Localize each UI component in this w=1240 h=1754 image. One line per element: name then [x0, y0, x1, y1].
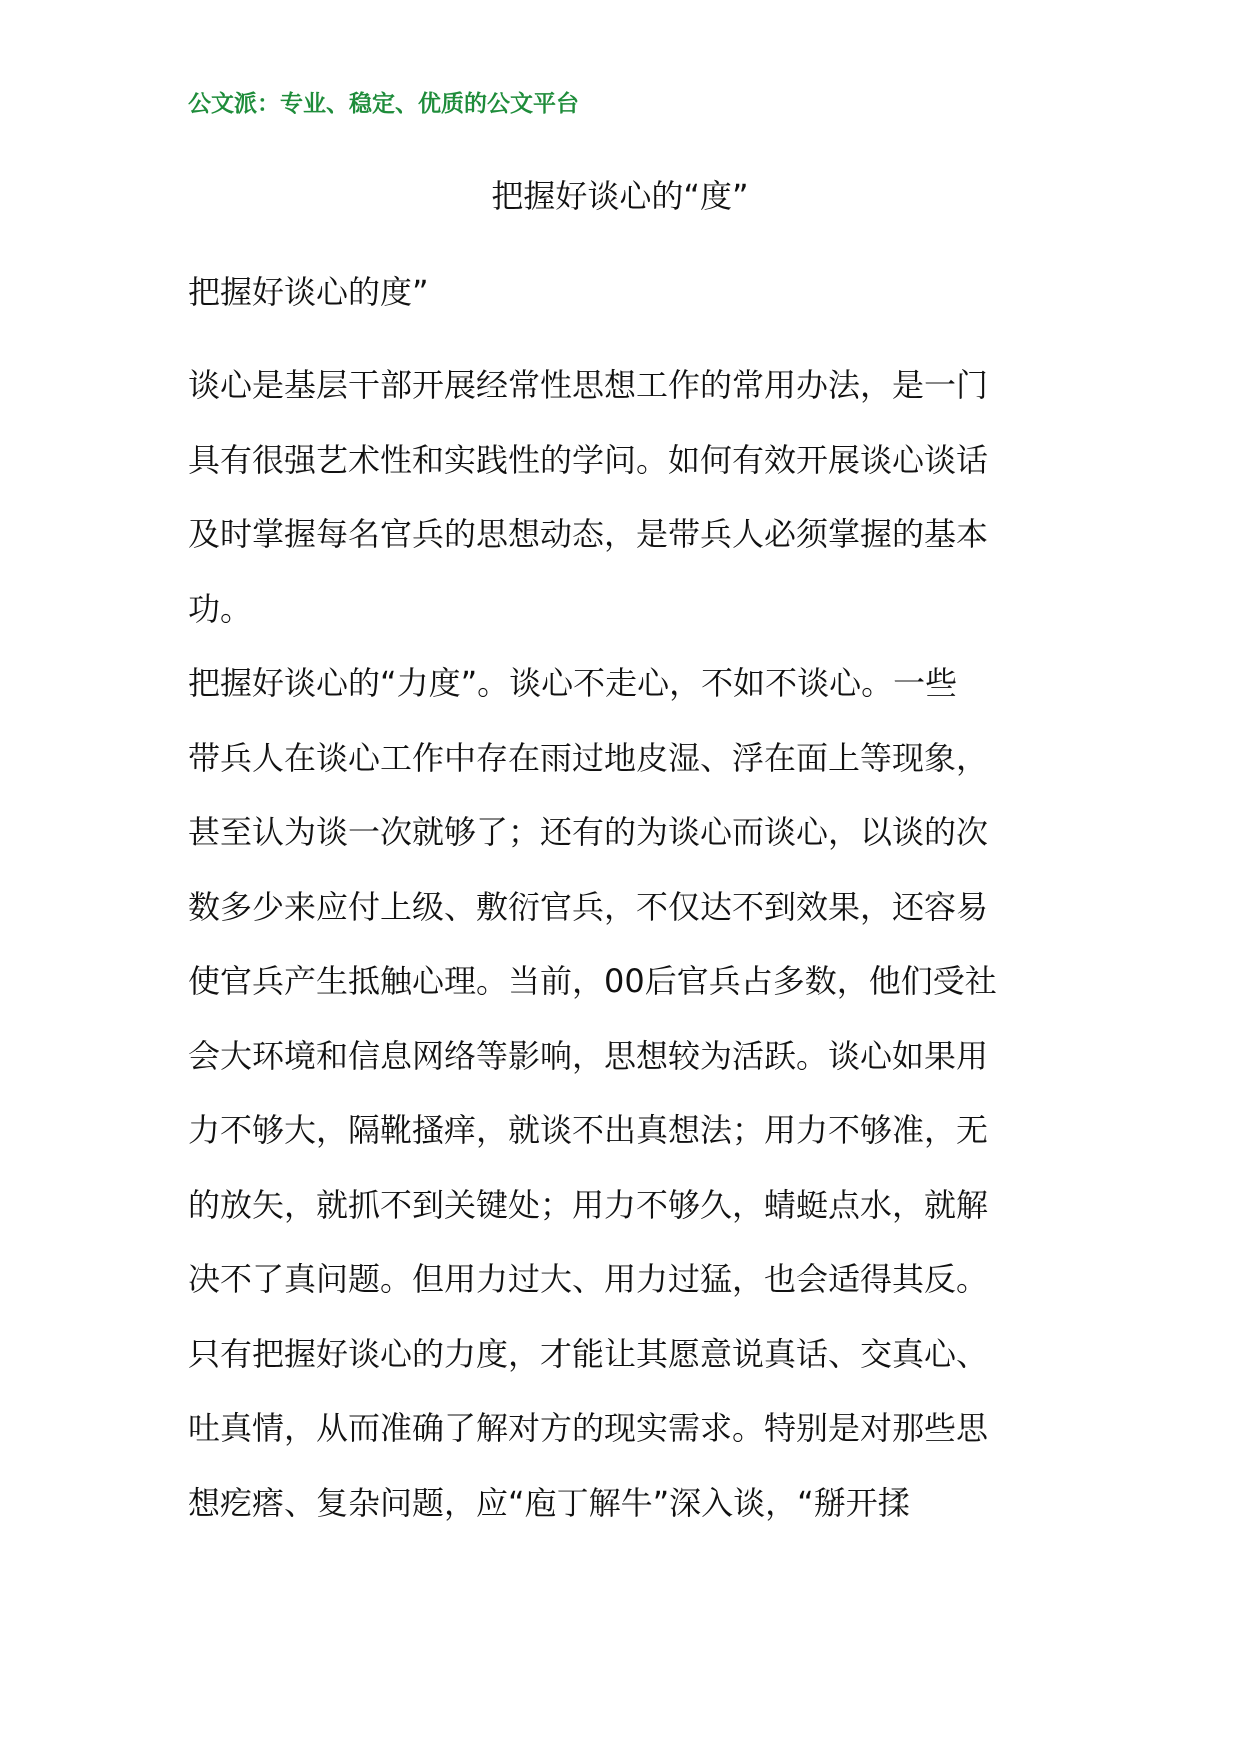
- document-title: 把握好谈心的“度”: [491, 177, 749, 215]
- text-line: 具有很强艺术性和实践性的学问。如何有效开展谈心谈话: [188, 440, 989, 479]
- text-line: 力不够大，隔靴搔痒，就谈不出真想法；用力不够准，无: [188, 1111, 989, 1149]
- platform-header: 公文派：专业、稳定、优质的公文平台: [188, 90, 579, 117]
- text-line: 会大环境和信息网络等影响，思想较为活跃。谈心如果用: [188, 1036, 989, 1075]
- paragraph-intensity: [188, 646, 1068, 1540]
- text-line: 谈心是基层干部开展经常性思想工作的常用办法，是一门: [188, 366, 989, 404]
- text-line: 数多少来应付上级、敷衍官兵，不仅达不到效果，还容易: [188, 887, 989, 926]
- text-line: 甚至认为谈一次就够了；还有的为谈心而谈心，以谈的次: [188, 813, 989, 851]
- document-body: [188, 348, 1068, 1540]
- text-line: 的放矢，就抓不到关键处；用力不够久，蜻蜓点水，就解: [188, 1185, 989, 1224]
- text-line: 把握好谈心的“力度”。谈心不走心，不如不谈心。一些: [188, 664, 958, 702]
- text-line: 带兵人在谈心工作中存在雨过地皮湿、浮在面上等现象，: [188, 738, 989, 777]
- text-line: 功。: [188, 589, 253, 628]
- paragraph-intro: [188, 348, 1068, 646]
- text-line: 决不了真问题。但用力过大、用力过猛，也会适得其反。: [188, 1260, 989, 1298]
- text-line: 使官兵产生抵触心理。当前，00后官兵占多数，他们受社: [188, 962, 997, 1000]
- text-line: 吐真情，从而准确了解对方的现实需求。特别是对那些思: [188, 1409, 989, 1447]
- text-line: 想疙瘩、复杂问题，应“庖丁解牛”深入谈，“掰开揉: [188, 1483, 910, 1522]
- text-line: 只有把握好谈心的力度，才能让其愿意说真话、交真心、: [188, 1334, 989, 1373]
- text-line: 及时掌握每名官兵的思想动态，是带兵人必须掌握的基本: [188, 515, 989, 553]
- document-subtitle: 把握好谈心的度”: [188, 273, 429, 311]
